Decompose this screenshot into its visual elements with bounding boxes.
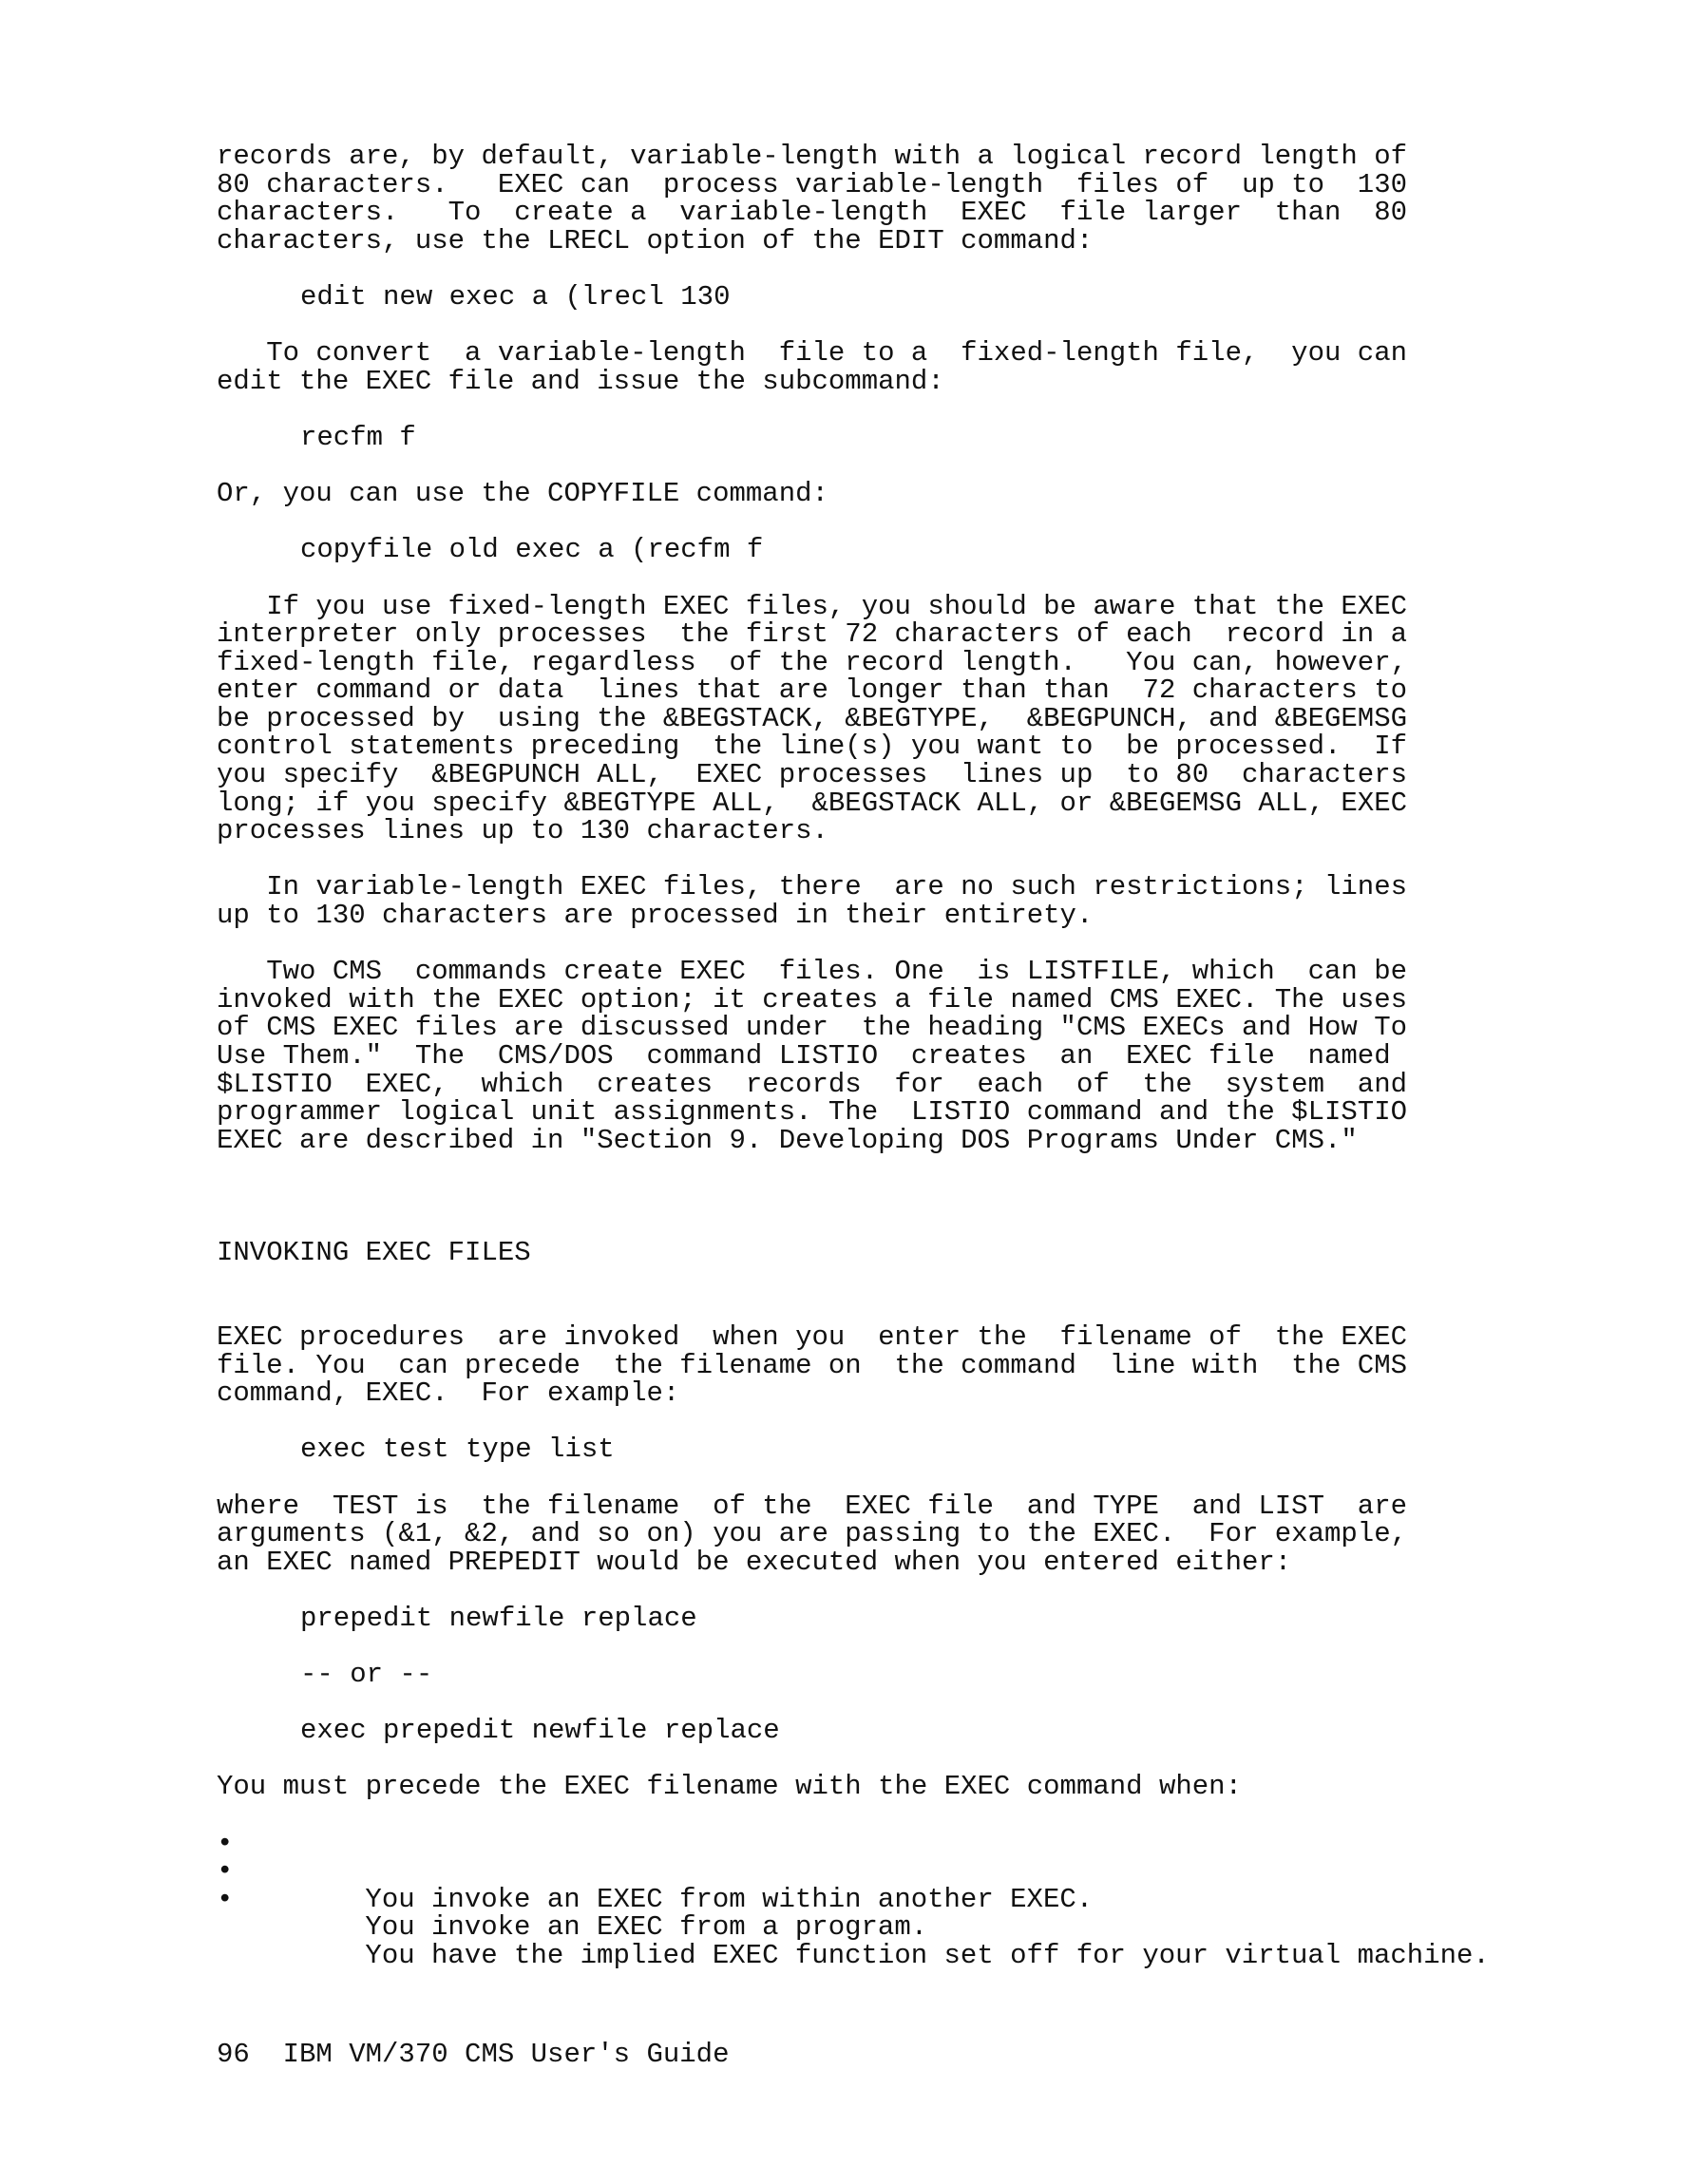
text-line: of CMS EXEC files are discussed under the heading "CMS EXECs and How To: [217, 1012, 1408, 1044]
text-line: records are, by default, variable-length with a logical record length of: [217, 141, 1408, 172]
text-line: edit the EXEC file and issue the subcommand:: [217, 365, 944, 397]
text-line: 80 characters. EXEC can process variable-length files of up to 130: [217, 168, 1408, 200]
code-example-copyfile: copyfile old exec a (recfm f: [300, 534, 764, 566]
bullet-icon: •: [217, 1855, 234, 1888]
text-line: file. You can precede the filename on the command line with the CMS: [217, 1349, 1408, 1381]
text-line: you specify &BEGPUNCH ALL, EXEC processes lines up to 80 characters: [217, 759, 1408, 791]
text-line: characters, use the LRECL option of the EDIT command:: [217, 224, 1094, 256]
text-line: EXEC procedures are invoked when you enter the filename of the EXEC: [217, 1320, 1408, 1353]
text-line: programmer logical unit assignments. The LISTIO command and the $LISTIO: [217, 1096, 1408, 1129]
text-line: an EXEC named PREPEDIT would be executed when you entered either:: [217, 1546, 1292, 1578]
bullet-icon: •: [217, 1827, 234, 1859]
fixed-length-paragraph: [217, 590, 1452, 847]
list-item-text: You invoke an EXEC from within another EXEC.: [365, 1883, 1094, 1915]
code-example-exec-prepedit: exec prepedit newfile replace: [300, 1715, 780, 1747]
text-line: If you use fixed-length EXEC files, you should be aware that the EXEC: [217, 590, 1408, 622]
code-example-edit: edit new exec a (lrecl 130: [300, 280, 731, 313]
text-line: fixed-length file, regardless of the record length. You can, however,: [217, 646, 1408, 678]
list-item-text: You have the implied EXEC function set off for your virtual machine.: [365, 1940, 1490, 1971]
text-line: where TEST is the filename of the EXEC file and TYPE and LIST are: [217, 1490, 1408, 1522]
cms-commands-paragraph: [217, 958, 1452, 1154]
text-line: EXEC are described in "Section 9. Developing DOS Programs Under CMS.": [217, 1124, 1358, 1156]
procedures-paragraph: [217, 1320, 1452, 1410]
list-item: [217, 1827, 1452, 1915]
or-paragraph: Or, you can use the COPYFILE command:: [217, 478, 828, 510]
text-line: characters. To create a variable-length EXEC file larger than 80: [217, 197, 1408, 229]
text-line: To convert a variable-length file to a fixed-length file, you can: [217, 337, 1408, 370]
convert-paragraph: [217, 339, 1452, 395]
text-line: Use Them." The CMS/DOS command LISTIO creates an EXEC file named: [217, 1040, 1391, 1072]
section-heading: INVOKING EXEC FILES: [217, 1237, 531, 1269]
text-line: command, EXEC. For example:: [217, 1377, 680, 1410]
text-line: long; if you specify &BEGTYPE ALL, &BEGSTACK ALL, or &BEGEMSG ALL, EXEC: [217, 787, 1408, 819]
text-line: Two CMS commands create EXEC files. One is LISTFILE, which can be: [217, 956, 1408, 988]
text-line: processes lines up to 130 characters.: [217, 815, 828, 847]
code-example-prepedit: prepedit newfile replace: [300, 1602, 697, 1634]
text-line: up to 130 characters are processed in their entirety.: [217, 900, 1094, 932]
list-item-text: You invoke an EXEC from a program.: [365, 1911, 928, 1944]
variable-length-paragraph: [217, 871, 1452, 932]
text-line: $LISTIO EXEC, which creates records for each of the system and: [217, 1068, 1408, 1100]
page-body: [217, 141, 1490, 1971]
text-line: be processed by using the &BEGSTACK, &BEGTYPE, &BEGPUNCH, and &BEGEMSG: [217, 702, 1408, 734]
page-footer: 96 IBM VM/370 CMS User's Guide: [217, 2039, 730, 2070]
text-line: invoked with the EXEC option; it creates a file named CMS EXEC. The uses: [217, 983, 1408, 1016]
code-example-exec-test: exec test type list: [300, 1434, 615, 1466]
text-line: In variable-length EXEC files, there are no such restrictions; lines: [217, 871, 1408, 903]
intro-paragraph: [217, 142, 1452, 255]
bullet-list: [217, 1827, 1490, 1971]
where-paragraph: [217, 1492, 1452, 1577]
text-line: arguments (&1, &2, and so on) you are passing to the EXEC. For example,: [217, 1518, 1408, 1550]
text-line: interpreter only processes the first 72 characters of each record in a: [217, 618, 1408, 651]
text-line: control statements preceding the line(s) you want to be processed. If: [217, 731, 1408, 763]
bullet-icon: •: [217, 1883, 234, 1915]
code-or-separator: -- or --: [300, 1659, 433, 1691]
must-precede-paragraph: You must precede the EXEC filename with the EXEC command when:: [217, 1771, 1242, 1803]
code-example-recfm: recfm f: [300, 421, 416, 453]
text-line: enter command or data lines that are longer than than 72 characters to: [217, 674, 1408, 707]
